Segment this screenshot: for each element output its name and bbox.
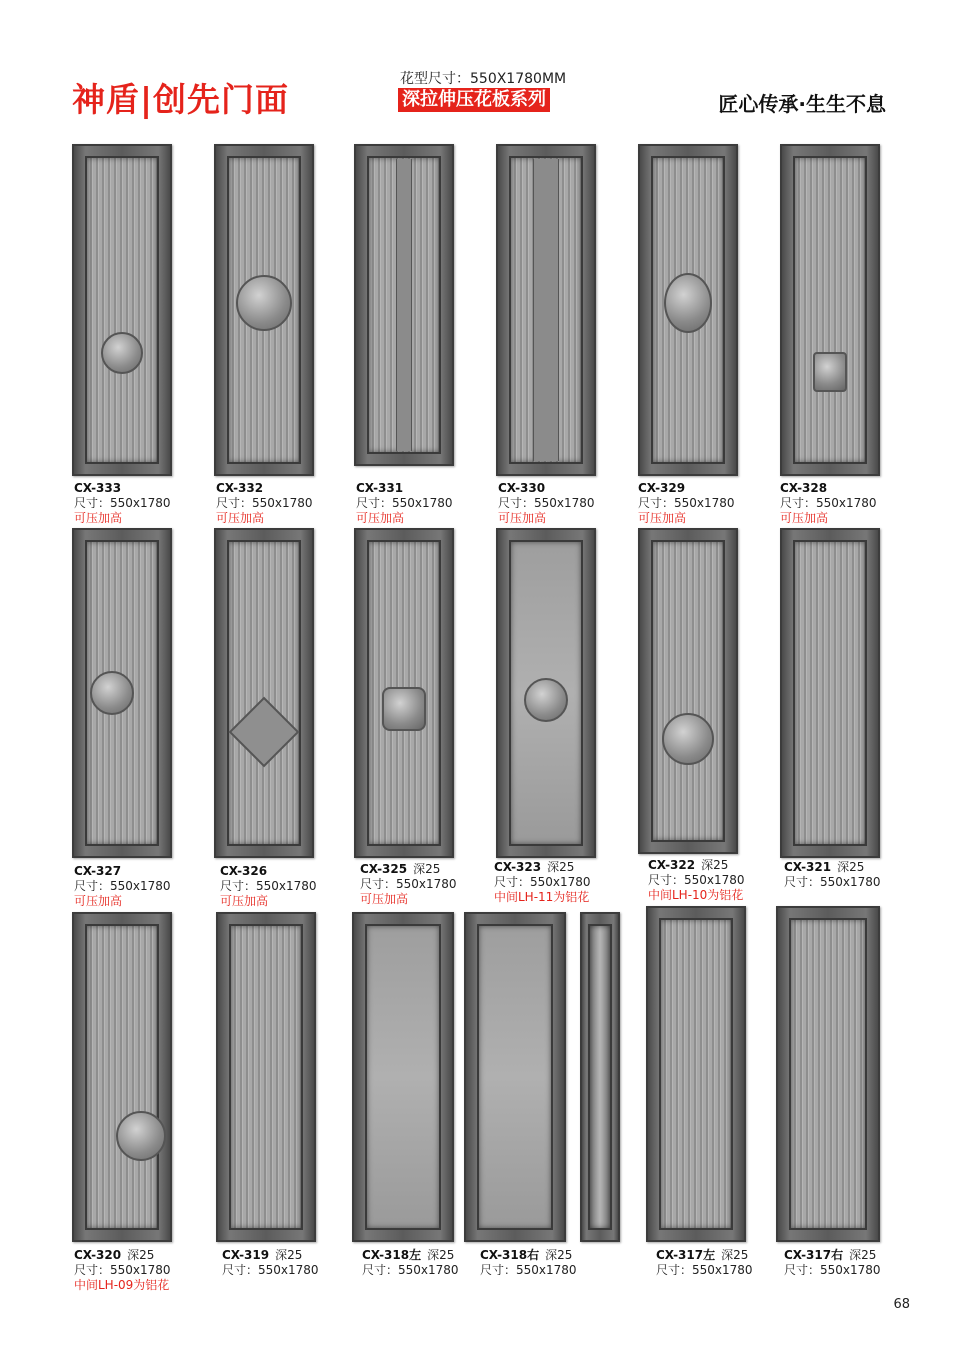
product-note: 可压加高 <box>360 892 409 906</box>
product-depth: 深25 <box>545 1248 573 1262</box>
product-size: 尺寸：550x1780 <box>498 496 595 510</box>
door-panel <box>354 144 454 466</box>
product-code: CX-331 <box>356 481 404 495</box>
door-panel-strip <box>580 912 620 1242</box>
product-size: 尺寸：550x1780 <box>648 873 745 887</box>
product-code: CX-320 <box>74 1248 122 1262</box>
product-code: CX-333 <box>74 481 122 495</box>
product-code: CX-327 <box>74 864 122 878</box>
product-size: 尺寸：550x1780 <box>220 879 317 893</box>
product-size: 尺寸：550x1780 <box>216 496 313 510</box>
product-size: 尺寸：550x1780 <box>656 1263 753 1277</box>
product-size: 尺寸：550x1780 <box>784 875 881 889</box>
product-code: CX-321 <box>784 860 832 874</box>
product-caption <box>480 1248 577 1278</box>
door-panel <box>72 144 172 476</box>
product-note: 可压加高 <box>780 511 829 525</box>
product-caption <box>494 860 591 905</box>
product-depth: 深25 <box>837 860 865 874</box>
product-code: CX-329 <box>638 481 686 495</box>
product-depth: 深25 <box>849 1248 877 1262</box>
product-code: CX-317左 <box>656 1248 716 1262</box>
product-size: 尺寸：550x1780 <box>74 879 171 893</box>
product-size: 尺寸：550x1780 <box>480 1263 577 1277</box>
product-note: 可压加高 <box>220 894 269 908</box>
product-note: 中间LH-10为铝花 <box>648 888 744 902</box>
product-depth: 深25 <box>701 858 729 872</box>
product-size: 尺寸：550x1780 <box>74 496 171 510</box>
product-size: 尺寸：550x1780 <box>780 496 877 510</box>
product-caption <box>648 858 745 903</box>
door-panel <box>214 144 314 476</box>
product-caption <box>784 860 881 890</box>
product-code: CX-330 <box>498 481 546 495</box>
product-size: 尺寸：550x1780 <box>784 1263 881 1277</box>
product-caption <box>74 481 171 526</box>
product-note: 可压加高 <box>638 511 687 525</box>
product-code: CX-332 <box>216 481 264 495</box>
door-panel <box>776 906 880 1242</box>
product-note: 可压加高 <box>498 511 547 525</box>
product-note: 中间LH-09为铝花 <box>74 1278 170 1292</box>
door-panel <box>354 528 454 858</box>
product-size: 尺寸：550x1780 <box>362 1263 459 1277</box>
door-panel <box>72 528 172 858</box>
product-size: 尺寸：550x1780 <box>494 875 591 889</box>
door-panel <box>216 912 316 1242</box>
page-number: 68 <box>893 1297 910 1312</box>
product-caption <box>780 481 877 526</box>
product-note: 可压加高 <box>356 511 405 525</box>
product-note: 可压加高 <box>74 511 123 525</box>
door-panel <box>214 528 314 858</box>
series-title: 深拉伸压花板系列 <box>398 88 550 112</box>
product-code: CX-326 <box>220 864 268 878</box>
product-code: CX-328 <box>780 481 828 495</box>
brand-logo: 神盾|创先门面 <box>72 80 290 119</box>
product-caption <box>360 862 457 907</box>
product-code: CX-318左 <box>362 1248 422 1262</box>
product-code: CX-318右 <box>480 1248 540 1262</box>
product-caption <box>784 1248 881 1278</box>
product-code: CX-323 <box>494 860 542 874</box>
product-code: CX-322 <box>648 858 696 872</box>
slogan: 匠心传承·生生不息 <box>718 92 886 116</box>
product-caption <box>656 1248 753 1278</box>
product-depth: 深25 <box>721 1248 749 1262</box>
product-depth: 深25 <box>275 1248 303 1262</box>
door-panel <box>780 144 880 476</box>
product-code: CX-325 <box>360 862 408 876</box>
product-depth: 深25 <box>127 1248 155 1262</box>
product-code: CX-317右 <box>784 1248 844 1262</box>
door-panel <box>638 528 738 854</box>
product-size: 尺寸：550x1780 <box>74 1263 171 1277</box>
product-depth: 深25 <box>413 862 441 876</box>
product-caption <box>220 864 317 909</box>
product-size: 尺寸：550x1780 <box>360 877 457 891</box>
door-panel <box>72 912 172 1242</box>
door-panel <box>638 144 738 476</box>
pattern-size-spec: 花型尺寸：550X1780MM <box>400 71 567 87</box>
product-caption <box>74 864 171 909</box>
product-depth: 深25 <box>547 860 575 874</box>
product-caption <box>362 1248 459 1278</box>
product-note: 可压加高 <box>74 894 123 908</box>
product-caption <box>216 481 313 526</box>
door-panel <box>646 906 746 1242</box>
product-caption <box>222 1248 319 1278</box>
door-panel <box>496 144 596 476</box>
product-depth: 深25 <box>427 1248 455 1262</box>
door-panel <box>352 912 454 1242</box>
product-size: 尺寸：550x1780 <box>638 496 735 510</box>
product-caption <box>498 481 595 526</box>
door-panel <box>780 528 880 858</box>
product-size: 尺寸：550x1780 <box>356 496 453 510</box>
product-caption <box>74 1248 171 1293</box>
product-caption <box>356 481 453 526</box>
door-panel <box>464 912 566 1242</box>
product-size: 尺寸：550x1780 <box>222 1263 319 1277</box>
product-note: 可压加高 <box>216 511 265 525</box>
door-panel <box>496 528 596 858</box>
product-caption <box>638 481 735 526</box>
product-code: CX-319 <box>222 1248 270 1262</box>
product-note: 中间LH-11为铝花 <box>494 890 590 904</box>
